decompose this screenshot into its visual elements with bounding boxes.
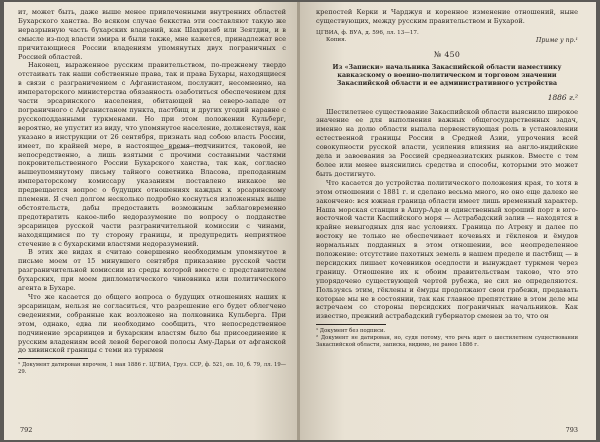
book-spread bbox=[4, 2, 596, 440]
body-paragraph: Шестилетнее существование Закаспийской области выяснило широкое значение ее для выполнения важных общегосударственных задач, именно на долю области выпала первенствующая роль в установлении естественной границы России в Средней Азии, упрочения всей совокупности русской власти, усиления влияния на англо-индийские дела и завоевания за Россией среднеазиатских рынков. Вместе с тем более или менее выяснились средства и способы, которыми это может быть достигнуто. bbox=[316, 107, 578, 178]
footnote-divider bbox=[18, 358, 88, 359]
handwritten-note: Приме у пр.¹ bbox=[535, 36, 578, 44]
page-number: 792 bbox=[20, 426, 33, 434]
footnote: ¹ Документ без подписи. bbox=[316, 328, 386, 335]
archive-reference: ЦГВИА, ф. ВУА, д. 596, лл. 13—17. bbox=[316, 29, 419, 36]
body-paragraph: крепостей Керки и Чарджуя и коренное изменение отношений, ныне существующих, между русским правительством и Бухарой. bbox=[316, 8, 578, 25]
document-number: № 450 bbox=[433, 49, 461, 59]
page-number: 793 bbox=[565, 426, 578, 434]
body-paragraph: ит, может быть, даже выше менее привлеченными внутренних областей Бухарского ханства. Во всяком случае беккства эти составляют такую же неразрывную часть бухарских владений, как Шахризяб или Зеятдин, и в смысле из-под власти эмира и были также, мне кажется, принадлежат все причитающиеся России владениям упомянутых двух пограничных с Россией областей. bbox=[18, 8, 286, 61]
footnote: ¹ Документ датирован впрочем, 1 мая 1886 г. ЦГВИА, Груз. ССР, ф. 521, оп. 10, б. 79, лл. 19—29. bbox=[18, 362, 286, 376]
footnote: ² Документ не датирован, но, судя потому, что речь идет о шестилетнем существовании Закаспийской области, записка, видимо, не ранее 1886 г. bbox=[316, 335, 578, 348]
body-paragraph: Что же касается до общего вопроса о будущих отношениях наших к эрсаринцам, нельзя не согласиться, что разрешение его будет облегчено сведениями, собранные как возложено на полковника Кульберга. При этом, однако, едва ли необходимо сообщить, что непосредственное подчинение эрсаринцев и бухарским властям было бы присоединение к русским владениям всей левой береговой полосы Аму-Дарьи от афганской до хивинской границы с теми из туркмен bbox=[18, 293, 286, 355]
right-page bbox=[300, 2, 596, 440]
footnote-divider bbox=[316, 324, 386, 325]
left-page bbox=[4, 2, 298, 440]
document-title: Из «Записки» начальника Закаспийской области наместнику кавказскому о военно-политическом и торговом значении Закаспийской области и ее административного устройства bbox=[332, 63, 562, 87]
body-paragraph: Наконец, выраженное русским правительством, по-прежнему твердо отстаивать так наши собственные права, так и права Бухары, находящиеся в связи с разграничением с Афганистаном, послужит, несомненно, на императорского министерства обязанность озаботиться обеспечением для части эрсаринского населения, обитающей на северо-западе от пограничного с Афганистаном пункта, пастбищ и других угодий наравне с русскоподданными туркменами. Но при этом положении Кульберг, вероятно, не упустит из виду, что упомянутое население, долженствуя, как указано в инструкции от 26 сентября, признать над собою власть России, имеет, по крайней мере, в настоящее время подчинится, таковой, не непосредственно, а лишь взятыми с прочими составными частями покровительственного России Бухарского ханства, так как, согласно вышеупомянутому письму тайного советника Власова, преподанным императорскому комиссару указаниям поставлено никакое не предвещается вопрос о будущих отношениях каждых к эрсаринскому племени. Я счел долгом несколько подробно коснуться изложенных выше обстоятельств, дабы предоставить возможным заблаговременно предотвратить какое-либо недоразумение по вопросу о подданстве эрсаринцев русской части разграничительной комиссии с чинами, находящимися по ту сторону границы, и предупредить неприятное стечение в с бухарскими властями недоразумений. bbox=[18, 61, 286, 248]
body-paragraph: В этих же видах я считаю совершенно необходимым упомянутое в письме моем от 15 минувшего сентября приказание русской части разграничительной комиссии из среды которой вместе с представителем бухарских, при моем дипломатического чиновника или политического агента в Бухаре. bbox=[18, 248, 286, 293]
left-page-text-column bbox=[18, 8, 286, 376]
document-date: 1886 г.² bbox=[547, 92, 578, 102]
archive-copy-note: Копия. bbox=[326, 37, 347, 44]
right-page-text-column bbox=[316, 8, 578, 349]
body-paragraph: Что касается до устройства политического положения края, то хотя в этом отношении с 1881 г. и сделано весьма много, но оно еще далеко не закончено: вся южная граница области имеет лишь временный характер. Наша морская станция в Ашур-Аде и единственный хороший порт в юго-восточной части Каспийского моря — Астрабадский залив — находятся в крайне невыгодных для нас условиях. Граница по Атреку и далее по востоку не только не обеспечивает кочевьях и гёкленов и ёмудов нормальных подданных в этом отношении, все неопределенное положение: отсутствие пахотных земель в нашем пределе и пастбищ — в персидских лишает кочевников оседлости и вынуждает туркмен через границу. Отношение их к обоим правительствам таково, что это упорядочено существующей чертой рубежа, не сил не определяются. Пользуясь этим, гёклены и ёмуды продолжают свои грабежи, предавать которые мы не в состоянии, так как главное препятствие в этом деле мы встречаем со стороны персидских пограничных начальников. Как известно, прежний астрабадский губернатор сменен за то, что он bbox=[316, 178, 578, 321]
